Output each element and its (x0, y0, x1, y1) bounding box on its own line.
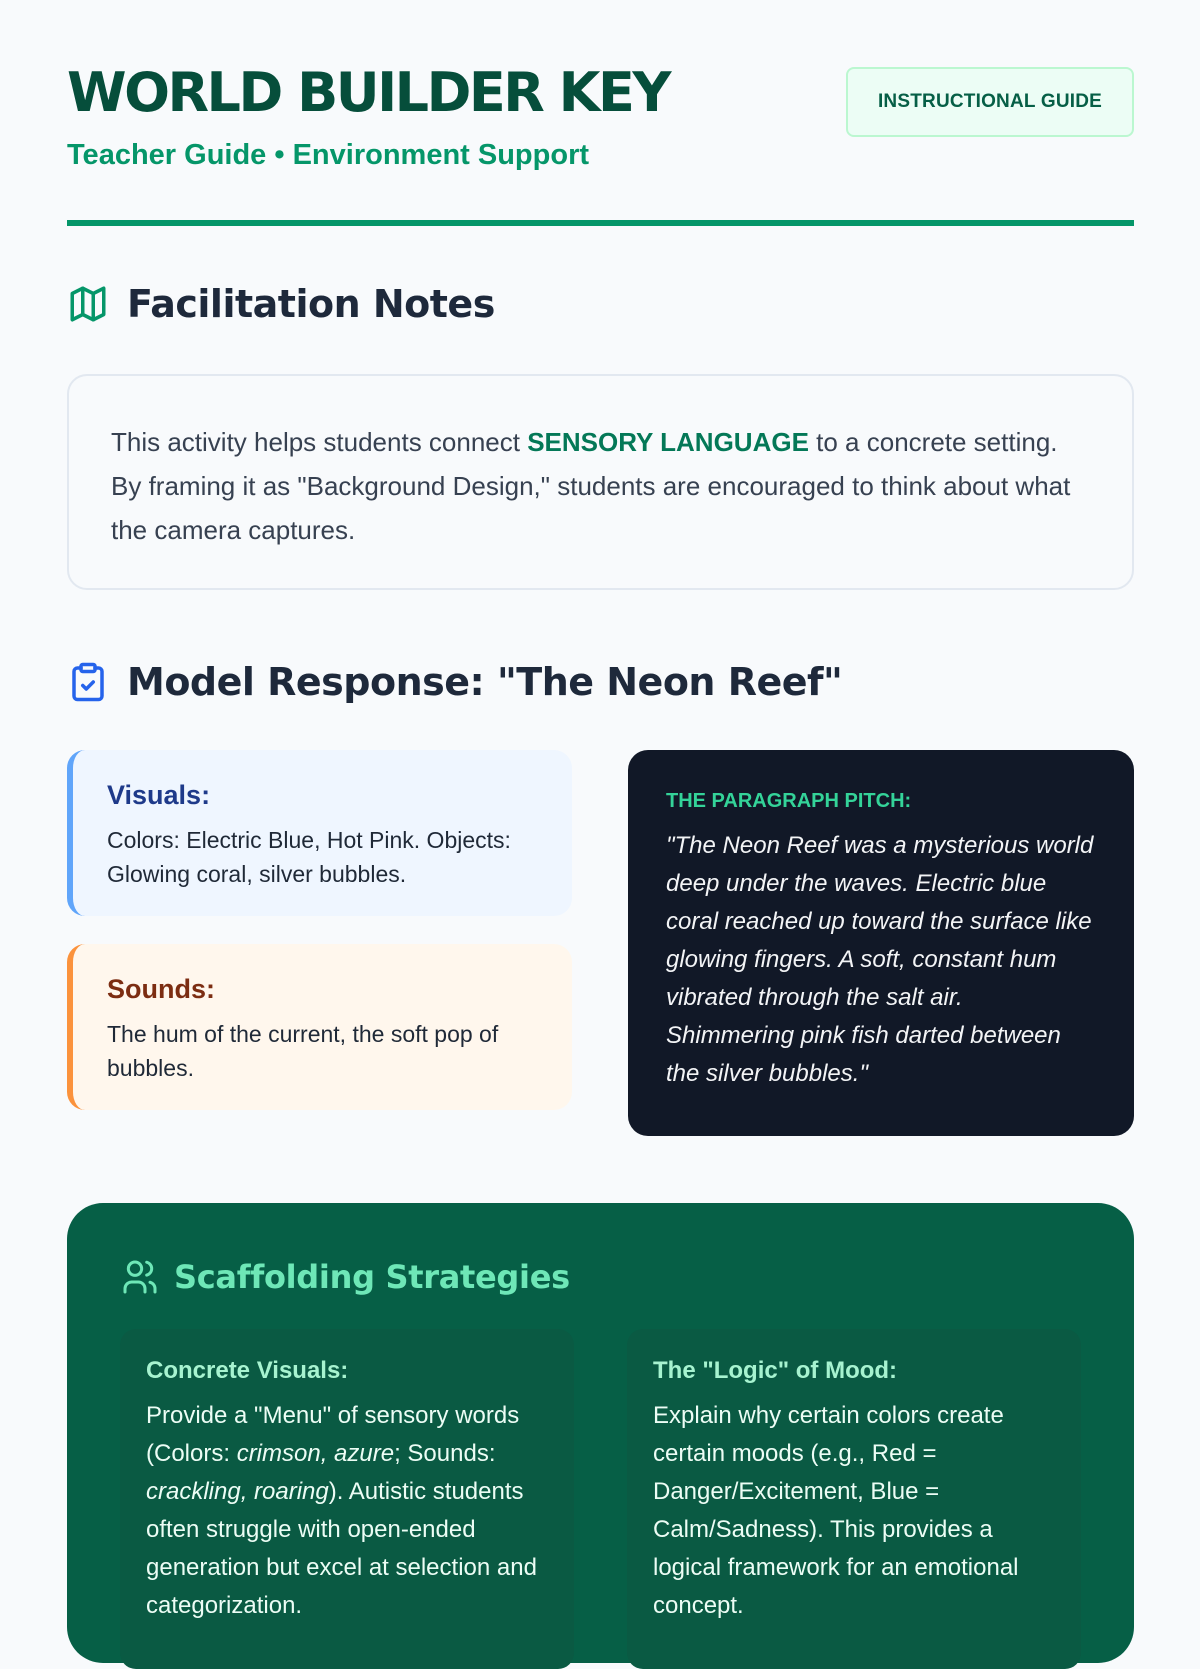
scaffolding-title: Scaffolding Strategies (174, 1258, 570, 1296)
logic-of-mood-title: The "Logic" of Mood: (653, 1357, 898, 1384)
page-subtitle: Teacher Guide • Environment Support (67, 139, 590, 171)
pitch-label: THE PARAGRAPH PITCH: (666, 790, 912, 812)
concrete-example-sounds: crackling, roaring (146, 1478, 329, 1505)
logic-of-mood-text: Explain why certain colors create certain moods (e.g., Red = Danger/Excitement, Blue = Calm/Sadness). This provides a logical framework for an emotional concept. (653, 1402, 1019, 1619)
note-text-start: This activity helps students connect (111, 427, 528, 457)
visuals-card (67, 750, 572, 916)
concrete-visuals-card (120, 1329, 574, 1669)
sounds-label: Sounds: (107, 974, 215, 1004)
concrete-text-3: ). Autistic students often struggle with open-ended generation but excel at selection and categorization. (146, 1478, 537, 1619)
header-divider (67, 220, 1134, 226)
page (67, 0, 1134, 1619)
map-icon (67, 283, 109, 325)
logic-of-mood-card (627, 1329, 1081, 1669)
concrete-example-colors: crimson, azure (236, 1440, 395, 1467)
concrete-visuals-title: Concrete Visuals: (146, 1357, 349, 1384)
sounds-card (67, 944, 572, 1110)
visuals-text: Colors: Electric Blue, Hot Pink. Objects: Glowing coral, silver bubbles. (107, 827, 511, 887)
scaffolding-panel (67, 1203, 1134, 1663)
scaffolding-heading (120, 1257, 1081, 1297)
note-highlight: SENSORY LANGUAGE (527, 427, 809, 457)
users-icon (120, 1257, 160, 1297)
visuals-label: Visuals: (107, 780, 211, 810)
facilitation-heading (67, 282, 495, 326)
model-response-heading (67, 660, 842, 704)
model-response-title: Model Response: "The Neon Reef" (127, 660, 843, 704)
concrete-visuals-text (146, 1397, 548, 1625)
page-title: WORLD BUILDER KEY (67, 61, 670, 124)
pitch-quote: "The Neon Reef was a mysterious world deep under the waves. Electric blue coral reached up toward the surface like glowing fingers. A soft, constant hum vibrated through the salt air. Shimmering pink fish darted between the silver bubbles." (666, 832, 1094, 1087)
clipboard-check-icon (67, 661, 109, 703)
concrete-text-2: ; Sounds: (394, 1440, 496, 1467)
facilitation-title: Facilitation Notes (127, 282, 495, 326)
guide-badge: INSTRUCTIONAL GUIDE (846, 67, 1134, 137)
facilitation-note (67, 374, 1134, 590)
concrete-text-1: Provide a "Menu" of sensory words (Colors: (146, 1402, 520, 1467)
note-text-end: to a concrete setting. By framing it as "Background Design," students are encouraged to think about what the camera captures. (111, 427, 1071, 545)
sounds-text: The hum of the current, the soft pop of bubbles. (107, 1021, 499, 1081)
paragraph-pitch-card (628, 750, 1134, 1136)
header (67, 0, 1134, 226)
